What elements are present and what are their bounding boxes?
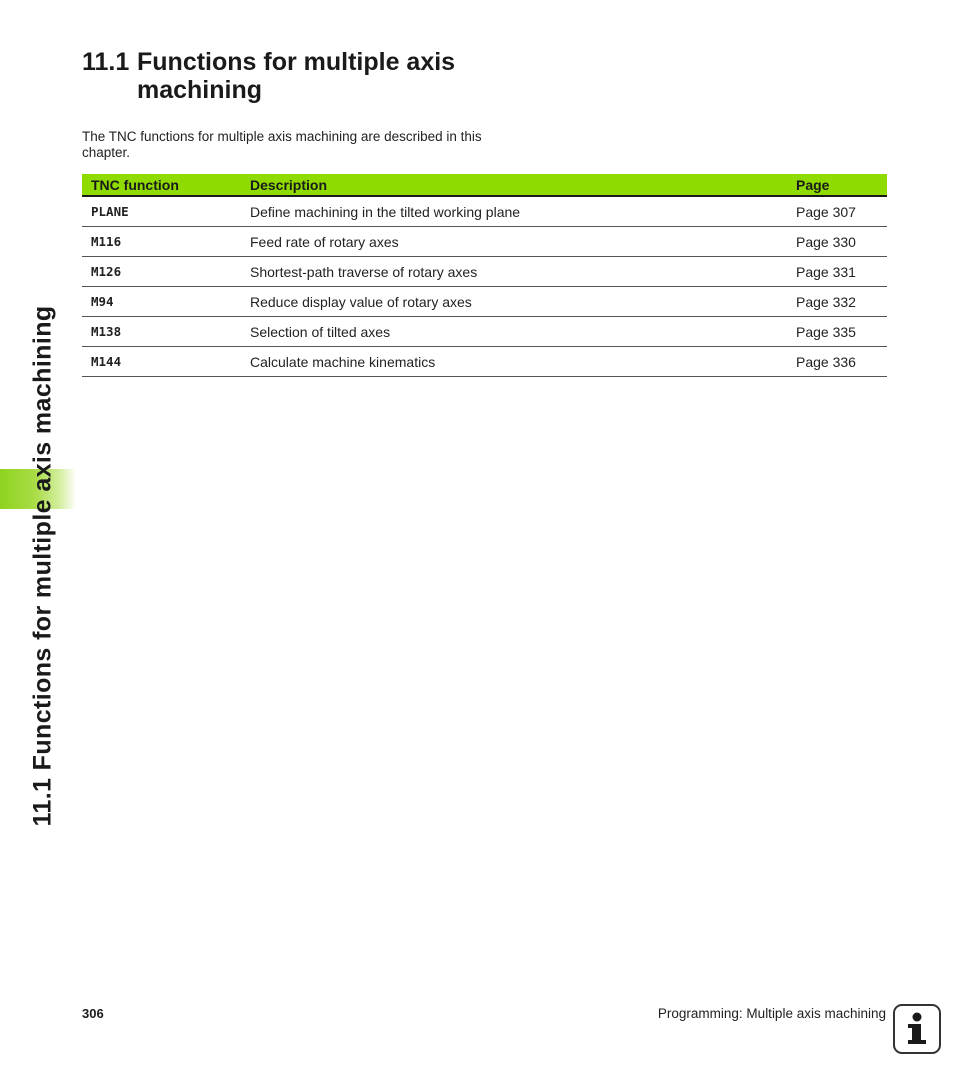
function-description: Selection of tilted axes (241, 317, 787, 347)
table-row (82, 227, 887, 257)
function-description: Shortest-path traverse of rotary axes (241, 257, 787, 287)
section-title-line2: machining (137, 76, 263, 104)
page-reference[interactable]: Page 307 (787, 196, 887, 227)
table-row (82, 347, 887, 377)
chapter-heading (82, 48, 455, 104)
table-header-row (82, 174, 887, 196)
section-title-line1: Functions for multiple axis (137, 48, 456, 76)
table-row (82, 196, 887, 227)
table-row (82, 287, 887, 317)
function-description: Reduce display value of rotary axes (241, 287, 787, 317)
function-description: Calculate machine kinematics (241, 347, 787, 377)
page-reference[interactable]: Page 330 (787, 227, 887, 257)
page-reference[interactable]: Page 332 (787, 287, 887, 317)
info-icon (893, 1004, 941, 1054)
header-tnc-function: TNC function (82, 174, 241, 196)
page-reference[interactable]: Page 331 (787, 257, 887, 287)
page-number: 306 (82, 1006, 104, 1021)
table-row (82, 317, 887, 347)
table-row (82, 257, 887, 287)
function-code: M138 (82, 317, 241, 347)
function-code: M116 (82, 227, 241, 257)
function-code: PLANE (82, 196, 241, 227)
running-chapter-title: 11.1 Functions for multiple axis machining (28, 305, 57, 827)
function-code: M94 (82, 287, 241, 317)
function-code: M144 (82, 347, 241, 377)
page-reference[interactable]: Page 336 (787, 347, 887, 377)
function-table (82, 174, 887, 377)
function-code: M126 (82, 257, 241, 287)
footer-title: Programming: Multiple axis machining (657, 1006, 886, 1021)
page-reference[interactable]: Page 335 (787, 317, 887, 347)
header-page: Page (787, 174, 887, 196)
function-description: Feed rate of rotary axes (241, 227, 787, 257)
header-description: Description (241, 174, 787, 196)
function-description: Define machining in the tilted working plane (241, 196, 787, 227)
section-number: 11.1 (82, 48, 130, 76)
intro-paragraph: The TNC functions for multiple axis machining are described in this chapter. (82, 129, 482, 160)
